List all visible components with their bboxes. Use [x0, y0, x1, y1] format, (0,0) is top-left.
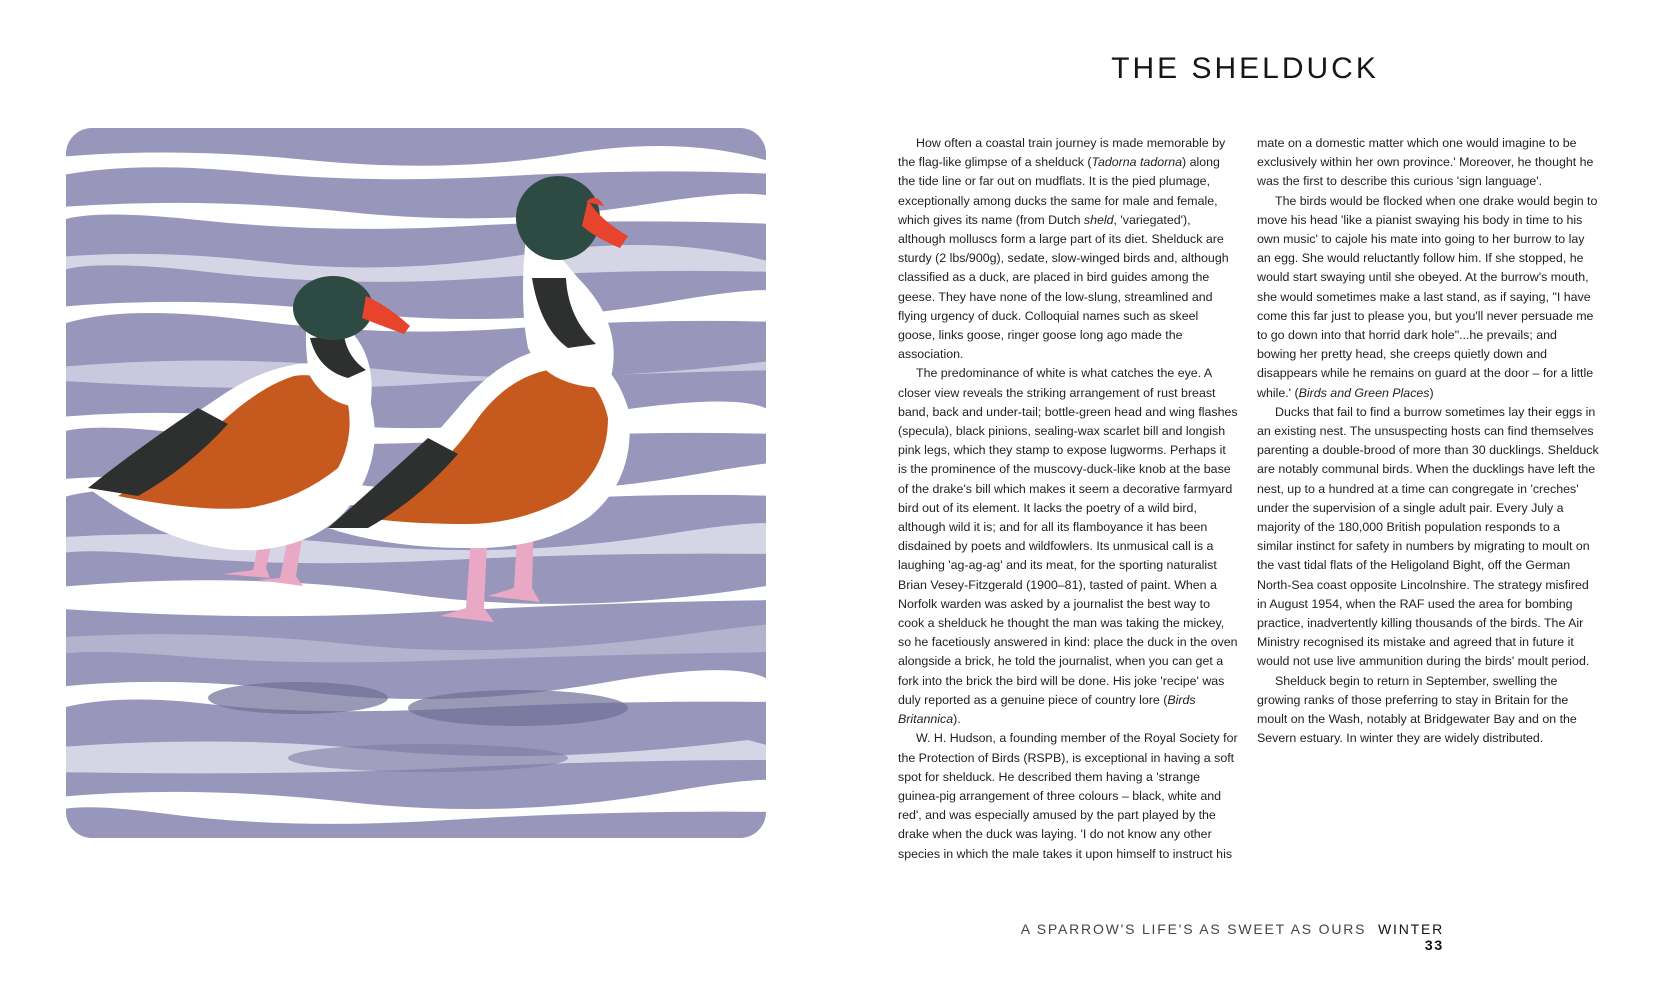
- text-run: ): [1429, 385, 1434, 400]
- text-run: ).: [953, 712, 961, 727]
- text-run: mate on a domestic matter which one would imagine to be exclusively within her own province.' Moreover, he thought he was the first to describe this curious 'sign language'.: [1257, 136, 1594, 189]
- italic-text: Birds and Green Places: [1298, 385, 1430, 400]
- paragraph: [1257, 134, 1599, 192]
- italic-text: Tadorna tadorna: [1091, 155, 1183, 170]
- paragraph: [898, 729, 1238, 863]
- paragraph: [1257, 672, 1599, 749]
- body-text-left-column: [898, 134, 1238, 864]
- paragraph: [898, 364, 1238, 729]
- text-run: , 'variegated'), although molluscs form a large part of its diet. Shelduck are sturdy (2 lbs/900g), sedate, slow-winged birds and, although classified as a duck, are placed in bird guides among the geese. They have none of the low-slung, streamlined and flying urgency of duck. Colloquial names such as skeel goose, links goose, ringer goose long ago made the association.: [898, 212, 1229, 362]
- text-run: How often a coastal train journey is made memorable by the flag-like glimpse of a shelduck (: [898, 136, 1226, 170]
- page-number: 33: [1424, 937, 1444, 953]
- paragraph: [1257, 403, 1599, 672]
- italic-text: sheld: [1083, 212, 1114, 227]
- paragraph: [898, 134, 1238, 364]
- text-run: Shelduck begin to return in September, swelling the growing ranks of those preferring to stay in Britain for the moult on the Wash, notably at Bridgewater Bay and on the Severn estuary. In winter they are widely distributed.: [1257, 673, 1577, 746]
- text-run: ) along the tide line or far out on mudflats. It is the pied plumage, exceptionally among ducks the same for male and female, which gives its name (from Dutch: [898, 155, 1220, 227]
- shelduck-painting: [48, 108, 778, 878]
- shelduck-illustration: [48, 108, 778, 878]
- text-run: W. H. Hudson, a founding member of the Royal Society for the Protection of Birds (RSPB), is exceptional in having a soft spot for shelduck. He described them having a 'strange guinea-pig arrangement of three colours – black, white and red', and was especially amused by the part played by the drake when the duck was laying. 'I do not know any other species in which the male takes it upon himself to instruct his: [898, 731, 1238, 861]
- paragraph: [1257, 192, 1599, 403]
- text-run: Ducks that fail to find a burrow sometimes lay their eggs in an existing nest. The unsuspecting hosts can find themselves parenting a double-brood of more than 30 ducklings. Shelduck are notably communal birds. When the ducklings have left the nest, up to a hundred at a time can congregate in 'creches' under the supervision of a single adult pair. Every July a majority of the 180,000 British population responds to a similar instinct for safety in numbers by migrating to moult on the vast tidal flats of the Heligoland Bight, off the German North-Sea coast opposite Lincolnshire. The strategy misfired in August 1954, when the RAF used the area for bombing practice, inadvertently killing thousands of the birds. The Air Ministry recognised its mistake and agreed that in future it would not use live ammunition during the birds' moult period.: [1257, 404, 1599, 669]
- page-footer: [1000, 921, 1444, 953]
- running-head: A SPARROW'S LIFE'S AS SWEET AS OURS: [1020, 921, 1367, 937]
- season-label: WINTER: [1377, 921, 1444, 937]
- italic-text: Birds Britannica: [898, 692, 1196, 727]
- text-run: The birds would be flocked when one drake would begin to move his head 'like a pianist swaying his body in time to his own music' to cajole his mate into going to her burrow to lay an egg. She would reluctantly follow him. If she stopped, he would start swaying until she obeyed. At the burrow's mouth, she would sometimes make a last stand, as if saying, "I have come this far just to please you, but you'll never persuade me to go down into that horrid dark hole"...he prevails; and bowing her pretty head, she creeps quietly down and disappears while he remains on guard at the door – for a little while.' (: [1257, 193, 1598, 400]
- body-text-right-column: [1257, 134, 1599, 749]
- page-title: THE SHELDUCK: [1111, 52, 1379, 85]
- text-run: The predominance of white is what catches the eye. A closer view reveals the striking arrangement of rust breast band, back and under-tail; bottle-green head and wing flashes (specula), black pinions, sealing-wax scarlet bill and longish pink legs, which they stamp to expose lugworms. Perhaps it is the prominence of the muscovy-duck-like knob at the base of the drake's bill which makes it seem a decorative farmyard bird out of its element. It lacks the poetry of a wild bird, although wild it is; and for all its flamboyance it has been disdained by poets and wildfowlers. Its unmusical call is a laughing 'ag-ag-ag' and its meat, for the sporting naturalist Brian Vesey-Fitzgerald (1900–81), tasted of paint. When a Norfolk warden was asked by a journalist the best way to cook a shelduck he thought the man was taking the mickey, so he facetiously answered in kind: place the duck in the oven alongside a brick, he told the journalist, when you can get a fork into the brick the bird will be done. His joke 'recipe' was duly reported as a genuine piece of country lore (: [898, 366, 1238, 707]
